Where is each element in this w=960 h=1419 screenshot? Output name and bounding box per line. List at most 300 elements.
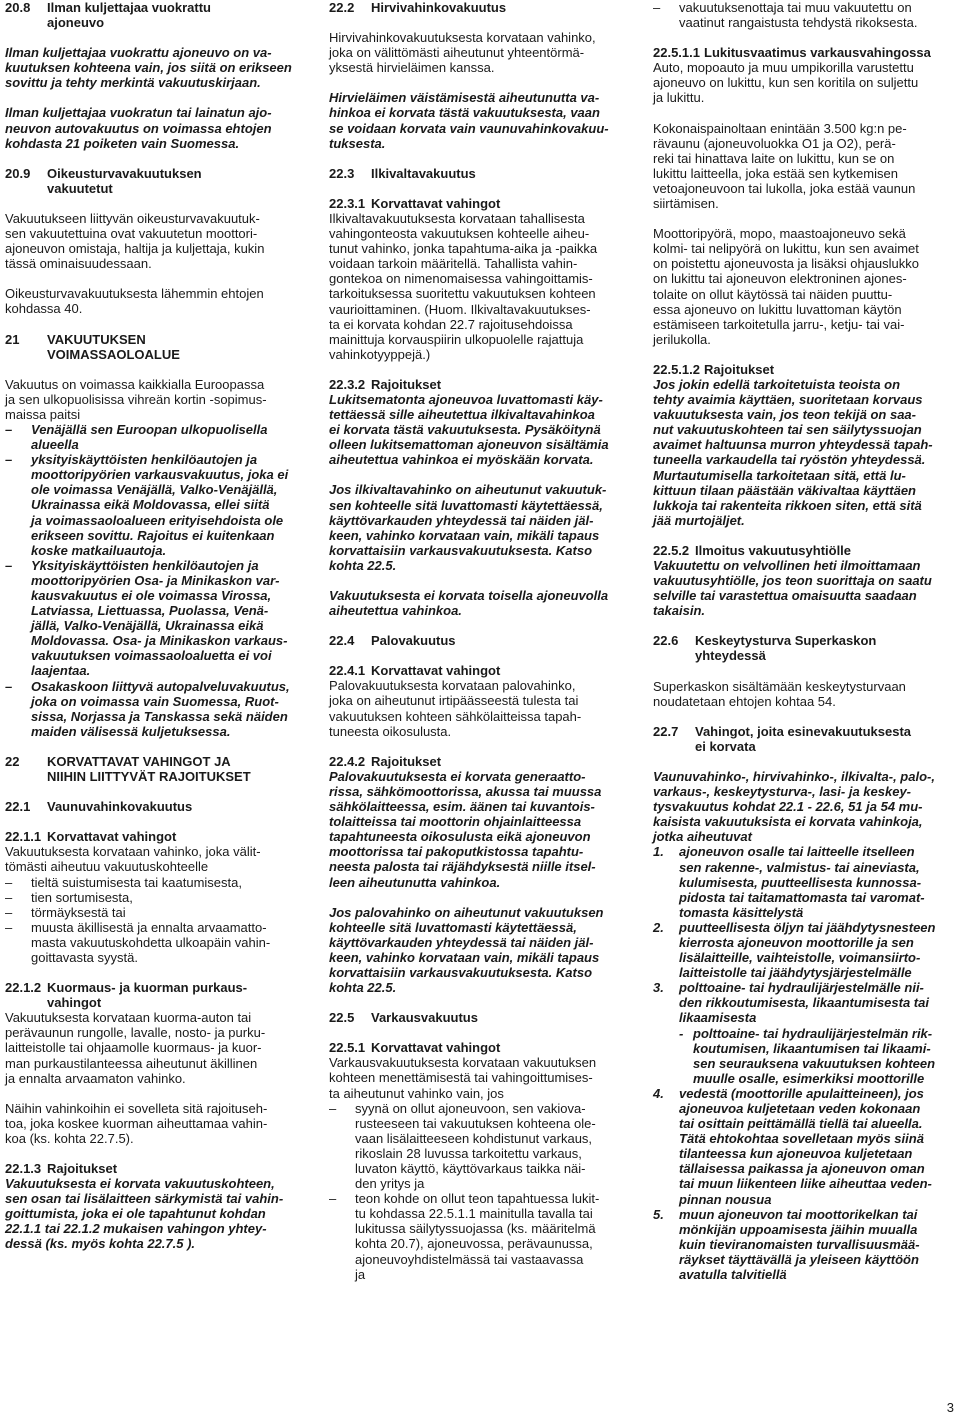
text-line: räykset täyttävällä ja yleiseen käyttöön: [679, 1251, 919, 1267]
text-line: sen rakenne-, valmistus- tai aineviasta,: [679, 859, 920, 875]
emphasis-paragraph: [653, 377, 957, 528]
text-line: Moottoripyörä, mopo, maastoajoneuvo sekä: [653, 226, 906, 242]
dash-list-item: [5, 452, 310, 558]
text-line: lukkoja tai rakenteita rikkoen siten, että sitä: [653, 497, 922, 513]
section-number: 22.5.2: [653, 542, 690, 558]
text-line: ei korvata tästä vakuutuksesta. Pysäköitynä: [329, 422, 601, 438]
heading-text: Keskeytysturva Superkaskon: [695, 633, 877, 649]
text-line: avatulla talvitiellä: [679, 1267, 787, 1283]
section-number: 22.1: [5, 799, 31, 815]
text-line: rävaunu (ajoneuvoluokka O1 ja O2), perä-: [653, 135, 896, 151]
section-heading: [5, 754, 310, 784]
text-line: tehty avaimia käyttäen, suoritetaan korvaus: [653, 392, 923, 408]
text-line: – muusta äkillisestä ja ennalta arvaamatto-: [31, 919, 267, 935]
heading-line: ei korvata: [695, 738, 756, 754]
section-number: 22.5.1: [329, 1040, 366, 1056]
text-line: koa (ks. kohta 22.7.5).: [5, 1130, 134, 1146]
heading-line: [653, 724, 957, 739]
text-line: – syynä on ollut ajoneuvoon, sen vakiova-: [355, 1100, 586, 1116]
text-line: vakuutusyhtiölle, jos teon suorittaja on saatu: [653, 573, 932, 589]
text-line: takaisin.: [653, 603, 706, 619]
text-line: sen osan tai lisälaitteen särkymistä tai vahin-: [5, 1191, 284, 1207]
section-number: 22.3.1: [329, 195, 366, 211]
section-heading: [653, 633, 957, 663]
section-heading: [329, 0, 633, 15]
text-line: lukitussa säilytyssuojassa (ks. määritelmä: [355, 1221, 596, 1237]
emphasis-paragraph: [5, 105, 310, 150]
text-line: Oikeusturvavakuutuksesta lähemmin ehtojen: [5, 286, 264, 302]
section-number: 22.6: [653, 633, 679, 649]
text-line: polttoaine- tai hydraulijärjestelmän rik-: [693, 1025, 933, 1041]
paragraph: [653, 226, 957, 347]
text-line: vaan lisälaitteeseen kohdistunut varkaus,: [355, 1130, 593, 1146]
heading-text: Lukitusvaatimus varkausvahingossa: [704, 45, 931, 61]
text-line: tuneella varkaudella tai ryöstön yhteydessä.: [653, 452, 926, 468]
text-line: noudatetaan ehtojen kohtaa 54.: [653, 693, 836, 709]
paragraph: [653, 121, 957, 212]
text-line: ole voimassa Venäjällä, Valko-Venäjällä,: [31, 482, 278, 498]
section-heading: [653, 45, 957, 60]
heading-text: Kuormaus- ja kuorman purkaus-: [47, 980, 248, 996]
text-line: kittuun tilaan päästään väkivaltaa käyttäen: [653, 482, 916, 498]
text-line: Murtautumisella tarkoitetaan sitä, että lu-: [653, 467, 906, 483]
dash-list-item: [5, 905, 310, 920]
heading-line: [5, 799, 310, 814]
heading-line: vakuutetut: [47, 180, 113, 196]
text-line: sen vakuutettuina ovat vakuutetun moottori-: [5, 226, 258, 242]
section-number: 22.7: [653, 723, 679, 739]
paragraph: [5, 1101, 310, 1146]
text-line: Jos jokin edellä tarkoitetuista teoista on: [653, 376, 901, 392]
text-line: reki tai hinattava laite on lukittu, kun se on: [653, 150, 895, 166]
text-line: tysvakuutus kohdat 22.1 - 22.6, 51 ja 54 mu-: [653, 799, 923, 815]
text-line: sen kohteelle sitä luvattomasti käytettäessä,: [329, 497, 603, 513]
numbered-list-item: [653, 1086, 957, 1207]
heading-line: [5, 1161, 310, 1176]
heading-line: [5, 332, 310, 347]
heading-text: Ilman kuljettajaa vuokrattu: [47, 0, 211, 15]
section-heading: [329, 196, 633, 211]
text-line: muun ajoneuvon tai moottorikelkan tai: [679, 1206, 918, 1222]
heading-text: Oikeusturvavakuutuksen: [47, 165, 202, 181]
text-line: Jos ilkivaltavahinko on aiheutunut vakuutuk-: [329, 482, 607, 498]
heading-text: Palovakuutus: [371, 633, 456, 649]
text-line: kohteen menettämisestä tai vahingoittumises-: [329, 1070, 593, 1086]
emphasis-paragraph: [653, 769, 957, 844]
text-line: maiden välisessä kuljetuksessa.: [31, 723, 231, 739]
text-line: vahingonteosta vakuutuksen kohteelle aiheu-: [329, 226, 590, 242]
text-line: lukittu laitteella, joka estää sen kytkemisen: [653, 165, 898, 181]
text-line: hinkoa ei korvata tästä vakuutuksesta, vaan: [329, 105, 600, 121]
text-line: Ilman kuljettajaa vuokratun tai lainatun ajo-: [5, 105, 272, 121]
heading-line: [5, 980, 310, 995]
heading-line: yhteydessä: [695, 648, 766, 664]
text-line: tettäessä sille aiheutettua ilkivaltavahinkoa: [329, 407, 595, 423]
list-marker: 2.: [653, 919, 664, 935]
dash-list-item: [653, 0, 957, 30]
heading-line: [653, 45, 957, 60]
text-line: moottoripyörien varkausvakuutus, joka ei: [31, 467, 289, 483]
text-line: ajoneuvo on lukittu, kun sen koritila on suljettu: [653, 75, 919, 91]
section-heading: [5, 829, 310, 844]
heading-line: [5, 829, 310, 844]
text-line: den rikkoutumisesta, likaantumisesta tai: [679, 995, 929, 1011]
section-number: 22.5: [329, 1010, 355, 1026]
text-line: kulumisesta, puutteellisesta kunnossa-: [679, 874, 922, 890]
list-marker: 3.: [653, 980, 664, 996]
section-number: 22.1.2: [5, 980, 42, 996]
dash-list-item: [5, 558, 310, 679]
text-line: tunut vahinko, jonka tapahtuma-aika ja -paikka: [329, 241, 598, 257]
text-line: Näihin vahinkoihin ei sovelleta sitä rajoituseh-: [5, 1100, 268, 1116]
heading-text: Korvattavat vahingot: [47, 829, 177, 845]
text-line: koske matkailuautoja.: [31, 542, 167, 558]
text-line: essa ajoneuvo on lukittu luvattoman käytön: [653, 301, 902, 317]
text-line: ja sen ulkopuolisissa vihreän kortin -sopimus-: [5, 391, 267, 407]
heading-line: [329, 1010, 633, 1025]
text-line: rissa, sähkömoottorissa, akussa tai muussa: [329, 783, 602, 799]
list-marker: 1.: [653, 844, 664, 860]
heading-line: [653, 543, 957, 558]
text-line: perävaunun rungolle, lavalle, nosto- ja purku-: [5, 1025, 266, 1041]
section-number: 22: [5, 753, 20, 769]
text-line: jotka aiheutuvat: [653, 829, 752, 845]
heading-text: Korvattavat vahingot: [371, 195, 501, 211]
emphasis-paragraph: [329, 392, 633, 467]
text-line: lisälaitteille, vaihteistolle, voimansiirto-: [679, 950, 921, 966]
text-line: muulle osalle, esimerkiksi moottorille: [693, 1070, 925, 1086]
heading-text: Korvattavat vahingot: [371, 663, 501, 679]
text-line: on lukittu tai ajoneuvon elektroninen ajones-: [653, 271, 907, 287]
text-line: olleen lukitsemattoman ajoneuvon sisältämia: [329, 437, 609, 453]
heading-line: [329, 196, 633, 211]
section-number: 22.3: [329, 165, 355, 181]
text-line: ajoneuvon omistaja, haltija ja kuljettaja, kukin: [5, 241, 265, 257]
text-line: yksestä hirvieläimen kanssa.: [329, 60, 495, 76]
text-line: voidaan tarkoin määritellä. Tahallista vahin-: [329, 256, 578, 272]
text-line: Latviassa, Liettuassa, Puolassa, Venä-: [31, 603, 269, 619]
text-line: man purkaustilanteessa aiheutunut äkillinen: [5, 1055, 258, 1071]
section-number: 20.8: [5, 0, 31, 15]
text-line: Palovakuutuksesta korvataan palovahinko,: [329, 678, 576, 694]
emphasis-paragraph: [329, 588, 633, 618]
text-line: kohta 22.5.: [329, 557, 397, 573]
heading-line: [5, 754, 310, 769]
text-line: moottoripyörien Osa- ja Minikaskon var-: [31, 572, 280, 588]
section-heading: [329, 754, 633, 769]
heading-text: Ilkivaltavakuutus: [371, 165, 476, 181]
text-line: ja voimassaoloalueen erityisehdoista ole: [31, 512, 284, 528]
text-line: sissa, Norjassa ja Tanskassa sekä näiden: [31, 708, 288, 724]
text-line: laitteistolle tai jäähdytysjärjestelmälle: [679, 965, 912, 981]
heading-line: [329, 1040, 633, 1055]
text-line: käyttövarkauden yhteydessä tai näiden jäl-: [329, 512, 594, 528]
paragraph: [329, 1055, 633, 1100]
text-line: Ilkivaltavakuutuksesta korvataan tahallisesta: [329, 210, 585, 226]
text-line: likaamisesta: [679, 1010, 757, 1026]
section-heading: [329, 377, 633, 392]
text-line: sovittu ja tehty merkintä vakuutuskirjaan.: [5, 75, 261, 91]
text-line: ajoneuvoa kuljetetaan veden kokonaan: [679, 1101, 921, 1116]
numbered-list-item: [653, 920, 957, 980]
text-line: tapahtuneesta oikosulusta eikä ajoneuvon: [329, 829, 591, 845]
text-line: den yritys ja: [355, 1176, 425, 1192]
text-line: kohteelle sitä luvattomasti käytettäessä,: [329, 919, 577, 935]
text-line: puutteellisesta öljyn tai jäähdytysnesteen: [679, 919, 936, 935]
text-line: – Yksityiskäyttöisten henkilöautojen ja: [31, 557, 259, 573]
heading-line: [5, 0, 310, 15]
section-heading: [653, 362, 957, 377]
text-line: kausvakuutus ei ole voimassa Virossa,: [31, 588, 272, 603]
paragraph: [653, 679, 957, 709]
text-line: mönkijän uppoamisesta jäihin muualla: [679, 1221, 918, 1237]
heading-line: [329, 166, 633, 181]
text-line: maissa paitsi: [5, 406, 81, 422]
text-line: rikoslain 28 luvussa tarkoitettu varkaus,: [355, 1145, 582, 1161]
text-line: ta ei korvata kohdan 22.7 rajoitusehdoissa: [329, 316, 573, 332]
section-number: 20.9: [5, 165, 31, 181]
text-line: tässä ominaisuudessaan.: [5, 256, 152, 272]
text-line: Vakuutus on voimassa kaikkialla Euroopassa: [5, 376, 265, 392]
heading-line: [329, 377, 633, 392]
section-number: 22.1.1: [5, 829, 42, 845]
emphasis-paragraph: [329, 482, 633, 573]
paragraph: [5, 844, 310, 874]
dash-list-item: [5, 890, 310, 905]
text-line: erikseen sovittu. Rajoitus ei kuitenkaan: [31, 527, 275, 543]
text-line: on poistettu ajoneuvosta ja lisäksi ohjauslukko: [653, 256, 919, 272]
paragraph: [653, 60, 957, 105]
text-line: tai osittain peittämällä tiellä tai alueella.: [679, 1116, 923, 1132]
heading-text: Ilmoitus vakuutusyhtiölle: [695, 542, 852, 558]
text-line: kohta 20.7), ajoneuvossa, perävaunussa,: [355, 1236, 593, 1252]
section-heading: [5, 1161, 310, 1176]
text-line: moottorissa tai pakoputkistossa tapahtu-: [329, 844, 584, 860]
text-line: kuutuksen kohteena vain, jos siitä on erikseen: [5, 60, 292, 76]
heading-text: Varkausvakuutus: [371, 1010, 478, 1026]
dash-list-item: [5, 920, 310, 965]
text-line: pinnan nousua: [679, 1191, 772, 1207]
text-line: kohdassa 40.: [5, 301, 83, 317]
section-heading: [653, 543, 957, 558]
heading-line: VOIMASSAOLOALUE: [47, 346, 180, 362]
text-line: keen, vahinko korvataan vain, mikäli tapaus: [329, 949, 600, 965]
text-line: neesta palosta tai räjähdyksestä niille itsel-: [329, 859, 596, 875]
text-line: vahinkotyyppejä.): [329, 346, 431, 362]
text-line: aiheutettua vahinkoa.: [329, 603, 462, 619]
text-line: estämiseen tarkoitetulla jarru-, ketju- tai vai-: [653, 316, 905, 332]
section-heading: [329, 663, 633, 678]
heading-text: Vahingot, joita esinevakuutuksesta: [695, 723, 912, 739]
text-line: Hirvivahinkovakuutuksesta korvataan vahinko,: [329, 30, 596, 46]
text-line: kolmi- tai nelipyörä on lukittu, kun sen avaimet: [653, 241, 919, 257]
text-line: – tieltä suistumisesta tai kaatumisesta,: [31, 874, 242, 890]
heading-text: Rajoitukset: [704, 361, 775, 377]
heading-line: vahingot: [47, 995, 102, 1011]
paragraph: [5, 377, 310, 422]
text-line: tu kohdassa 22.5.1.1 mainitulla tavalla tai: [355, 1206, 593, 1222]
text-line: Vakuutukseen liittyvän oikeusturvavakuutuk-: [5, 210, 260, 226]
dash-list-item: [5, 422, 310, 452]
text-line: ja: [355, 1266, 366, 1282]
text-line: Ukrainassa eikä Moldovassa, ellei siitä: [31, 497, 270, 513]
heading-line: [329, 633, 633, 648]
heading-line: [329, 754, 633, 769]
heading-line: [5, 166, 310, 181]
section-heading: [5, 799, 310, 814]
text-line: vakuutuksen kohteen sähkölaitteissa tapah-: [329, 708, 582, 724]
text-line: kuin tieviranomaisten turvallisuusmää-: [679, 1236, 920, 1252]
text-line: masta vakuutuskohdetta ulkoapäin vahin-: [31, 934, 271, 950]
numbered-list-item: [653, 844, 957, 919]
text-line: jällä, Valko-Venäjällä, Ukrainassa eikä: [31, 618, 264, 634]
text-line: vaatinut rangaistusta tehdystä rikoksesta.: [679, 15, 918, 31]
text-line: korvattaisiin varkausvakuutuksesta. Katso: [329, 542, 593, 558]
text-line: tolaite on ollut käytössä tai näiden puuttu-: [653, 286, 893, 302]
dash-list-item: [329, 1101, 633, 1192]
text-line: ta aiheutunut vahinko vain, jos: [329, 1085, 504, 1101]
text-line: Kokonaispainoltaan enintään 3.500 kg:n pe-: [653, 120, 907, 136]
paragraph: [329, 211, 633, 362]
text-line: toa, joka koskee kuorman aiheuttamaa vahin-: [5, 1115, 268, 1131]
emphasis-paragraph: [5, 1176, 310, 1251]
text-line: tuksesta.: [329, 135, 386, 151]
section-number: 22.4.1: [329, 663, 366, 679]
text-line: siirtämisen.: [653, 196, 719, 212]
text-line: kaisista vakuutuksista ei korvata vahinkoja,: [653, 814, 923, 830]
section-number: 22.4: [329, 633, 355, 649]
text-line: Superkaskon sisältämään keskeytysturvaan: [653, 678, 906, 694]
text-line: rusteeseen tai vakuutuksen kohteena ole-: [355, 1115, 596, 1131]
text-line: Lukitsematonta ajoneuvoa luvattomasti käy-: [329, 391, 603, 407]
section-heading: [329, 633, 633, 648]
text-line: goittavasta syystä.: [31, 949, 138, 965]
text-line: 22.1.1 tai 22.1.2 mukaisen vahingon yhtey-: [5, 1221, 267, 1237]
paragraph: [329, 678, 633, 738]
text-line: Auto, mopoauto ja muu umpikorilla varustettu: [653, 60, 914, 76]
text-line: se voidaan korvata vain vaunuvahinkovakuu-: [329, 120, 609, 136]
text-line: – yksityiskäyttöisten henkilöautojen ja: [31, 452, 258, 468]
text-line: keen, vahinko korvataan vain, mikäli tapaus: [329, 527, 600, 543]
text-line: Vaunuvahinko-, hirvivahinko-, ilkivalta-, palo-,: [653, 768, 935, 784]
text-line: dessä (ks. myös kohta 22.7.5 ).: [5, 1236, 196, 1252]
heading-line: ajoneuvo: [47, 15, 105, 31]
text-line: vaurioittaminen. (Huom. Ilkivaltavakuutukses-: [329, 301, 591, 317]
section-heading: [5, 166, 310, 196]
text-line: jää murtojäljet.: [653, 512, 745, 528]
emphasis-paragraph: [329, 90, 633, 150]
section-number: 22.5.1.1: [653, 45, 700, 61]
heading-text: KORVATTAVAT VAHINGOT JA: [47, 753, 231, 769]
text-line: – teon kohde on ollut teon tapahtuessa lukit-: [355, 1191, 600, 1207]
text-line: nut vakuutuskohteen tai sen säilytyssuojan: [653, 422, 922, 438]
text-line: ja lukittu.: [653, 90, 705, 106]
text-line: koutumisen, likaantumisen tai likaami-: [693, 1040, 931, 1056]
dash-list-item: [5, 875, 310, 890]
text-line: vakuutuksesta vain, jos teon tekijä on saa-: [653, 407, 916, 423]
text-line: jerilukolla.: [653, 331, 711, 347]
text-line: – Osakaskoon liittyvä autopalveluvakuutus,: [31, 678, 290, 694]
heading-line: [329, 663, 633, 678]
list-marker: 4.: [653, 1085, 664, 1101]
section-heading: [329, 166, 633, 181]
column-middle: [329, 0, 633, 1282]
section-heading: [5, 980, 310, 1010]
section-number: 22.3.2: [329, 376, 366, 392]
text-line: tuneesta oikosulusta.: [329, 723, 452, 739]
text-line: tai muun liikenteen liike aiheuttaa veden-: [679, 1176, 932, 1192]
heading-line: [653, 362, 957, 377]
section-number: 22.5.1.2: [653, 361, 700, 377]
dash-list-item: [329, 1191, 633, 1282]
text-line: tällaisessa paikassa ja ajoneuvon oman: [679, 1161, 925, 1177]
text-line: joka on aiheutunut irtipäässeestä tulesta tai: [329, 693, 579, 709]
paragraph: [5, 1010, 310, 1085]
emphasis-paragraph: [5, 45, 310, 90]
text-line: käyttövarkauden yhteydessä tai näiden jäl-: [329, 934, 594, 950]
section-number: 22.1.3: [5, 1161, 42, 1176]
section-heading: [653, 724, 957, 754]
list-marker: 5.: [653, 1206, 664, 1222]
column-left: [5, 0, 310, 1252]
text-line: Moldovassa. Osa- ja Minikaskon varkaus-: [31, 633, 288, 649]
text-line: Vakuutuksesta korvataan vahinko, joka välit-: [5, 844, 261, 860]
text-line: goittumista, joka ei ole tapahtunut kohdan: [5, 1206, 266, 1222]
section-heading: [5, 332, 310, 362]
text-line: kierrosta ajoneuvon moottorille ja sen: [679, 934, 914, 950]
text-line: ja ennalta arvaamaton vahinko.: [5, 1070, 186, 1086]
text-line: aiheutettua vahinkoa ei myöskään korvata.: [329, 452, 594, 468]
section-heading: [5, 0, 310, 30]
text-line: sähkölaitteessa, esim. äänen tai kuvantois-: [329, 799, 595, 815]
dash-list-item: [5, 679, 310, 739]
text-line: vakuutuksen voimassaoloaluetta ei voi: [31, 648, 272, 664]
heading-text: Rajoitukset: [371, 376, 442, 392]
heading-text: Vaunuvahinkovakuutus: [47, 799, 193, 815]
text-line: laitteistolle tai ohjaamolle kuormaus- ja kuor-: [5, 1040, 262, 1056]
text-line: Ilman kuljettajaa vuokrattu ajoneuvo on va-: [5, 45, 272, 61]
text-line: alueella: [31, 437, 79, 453]
text-line: joka on voimassa vain Suomessa, Ruot-: [31, 693, 279, 709]
section-number: 21: [5, 331, 20, 347]
numbered-list-item: [653, 1207, 957, 1282]
heading-text: Hirvivahinkovakuutus: [371, 0, 507, 15]
text-line: gontekoa on nimenomaisessa vahingoittamis-: [329, 271, 593, 287]
section-heading: [329, 1010, 633, 1025]
paragraph: [5, 286, 310, 316]
text-line: – tien sortumisesta,: [31, 889, 133, 905]
text-line: Hirvieläimen väistämisestä aiheutunutta va-: [329, 90, 600, 106]
text-line: pidosta tai taitamattomasta tai varomat-: [679, 889, 925, 905]
text-line: polttoaine- tai hydraulijärjestelmälle nii-: [679, 980, 924, 996]
text-line: selville tai varastettua omaisuutta saadaan: [653, 588, 917, 604]
text-line: tömästi aiheutuu vakuutuskohteelle: [5, 859, 209, 875]
text-line: tolaitteissa tai moottorin ohjainlaitteessa: [329, 814, 582, 830]
page-number: 3: [946, 1400, 954, 1415]
text-line: Jos palovahinko on aiheutunut vakuutuksen: [329, 904, 604, 920]
text-line: joka on välittömästi aiheutunut yhteentörmä-: [329, 45, 585, 61]
section-heading: [329, 1040, 633, 1055]
text-line: – törmäyksestä tai: [31, 904, 126, 920]
paragraph: [5, 211, 310, 271]
text-line: Vakuutettu on velvollinen heti ilmoittamaan: [653, 558, 921, 573]
text-line: laajentaa.: [31, 663, 91, 679]
heading-text: Rajoitukset: [371, 753, 442, 769]
text-line: avaimet haltuunsa murron yhteydessä tapah-: [653, 437, 933, 453]
text-line: mainittuja korvauspiirin ulkopuolelle rajattuja: [329, 331, 584, 347]
heading-text: Rajoitukset: [47, 1161, 118, 1176]
heading-line: [653, 633, 957, 648]
